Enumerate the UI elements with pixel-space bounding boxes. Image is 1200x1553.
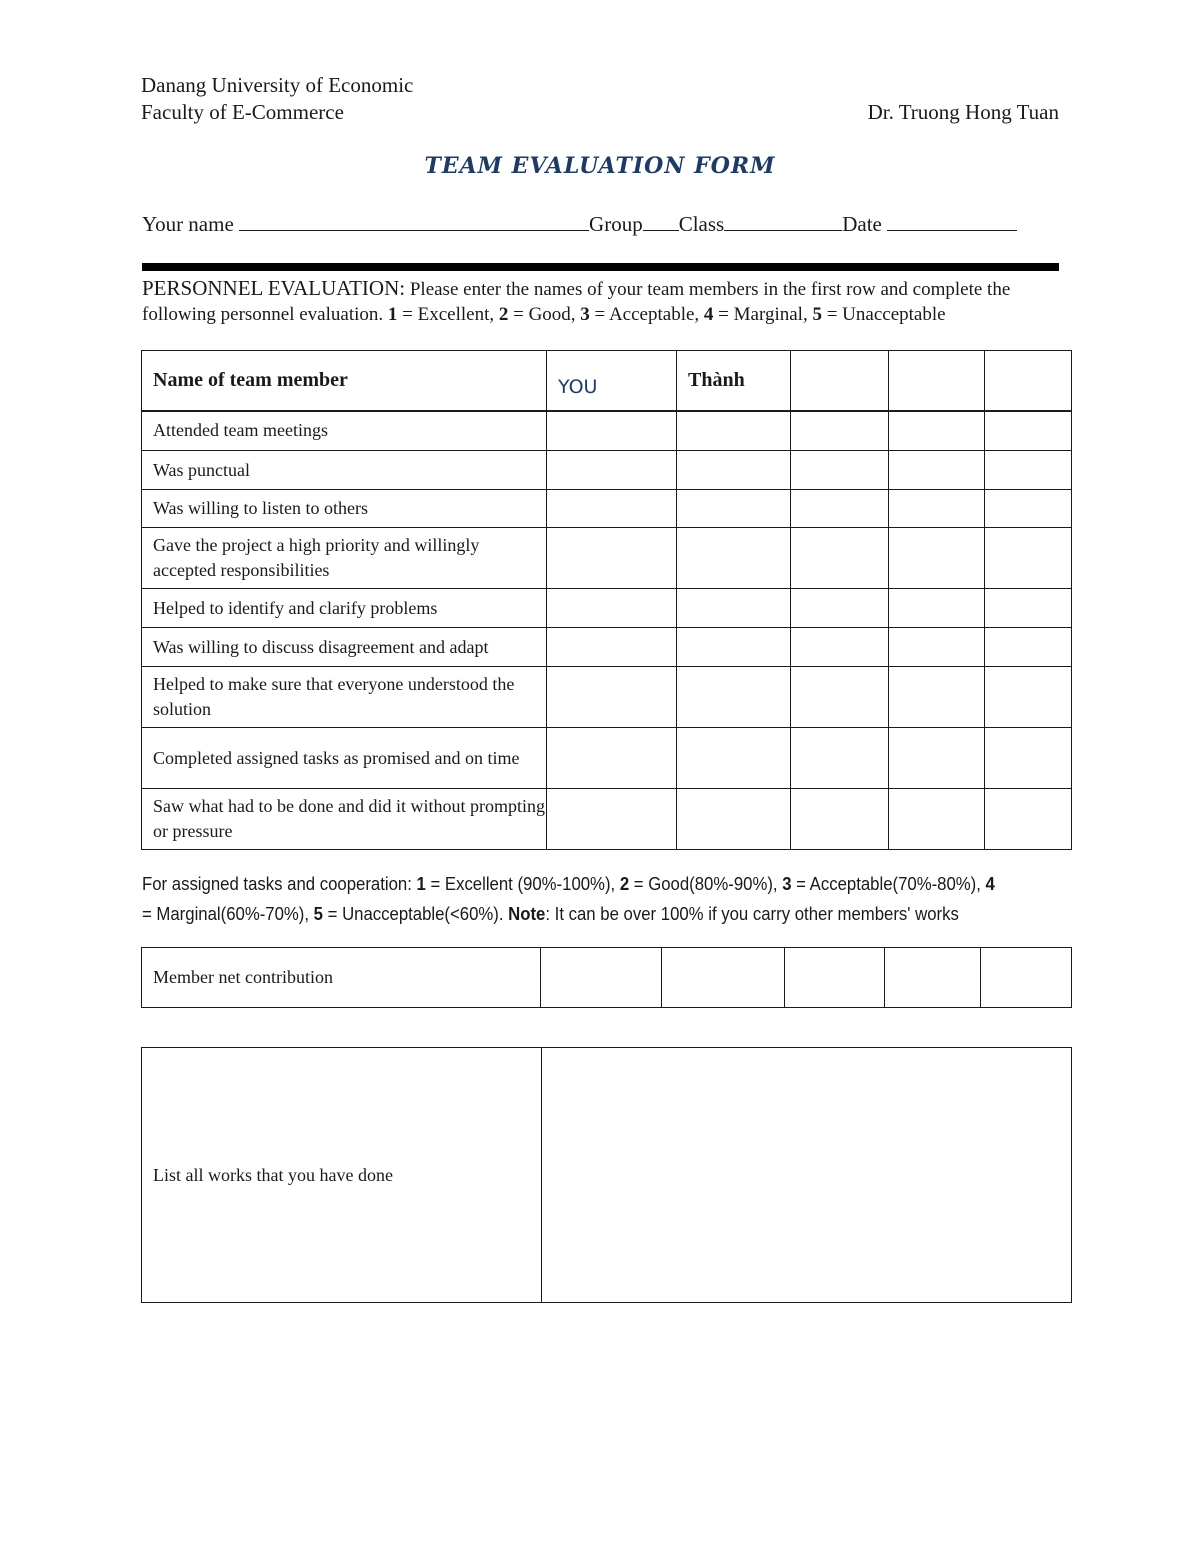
score-cell[interactable] — [791, 628, 889, 667]
score-cell[interactable] — [889, 528, 985, 589]
table-row — [142, 528, 1072, 589]
instructor-name: Dr. Truong Hong Tuan — [867, 100, 1059, 124]
criterion-label: Was punctual — [142, 451, 547, 490]
score-cell[interactable] — [547, 411, 677, 451]
table-header-row — [142, 351, 1072, 411]
criterion-label: Helped to make sure that everyone understood the solution — [142, 667, 547, 728]
info-line — [142, 210, 1017, 237]
table-row — [142, 589, 1072, 628]
score-cell[interactable] — [547, 667, 677, 728]
personnel-heading: PERSONNEL EVALUATION: — [142, 276, 406, 300]
score-cell[interactable] — [985, 528, 1072, 589]
score-cell[interactable] — [677, 667, 791, 728]
your-name-label: Your name — [142, 212, 234, 236]
member-name-cell[interactable]: YOU — [547, 351, 677, 411]
form-title: TEAM EVALUATION FORM — [424, 153, 776, 179]
contribution-label: Member net contribution — [142, 948, 541, 1008]
score-cell[interactable] — [547, 789, 677, 850]
score-cell[interactable] — [791, 589, 889, 628]
score-cell[interactable] — [889, 628, 985, 667]
member-name-cell[interactable] — [985, 351, 1072, 411]
score-cell[interactable] — [677, 411, 791, 451]
score-cell[interactable] — [791, 667, 889, 728]
score-cell[interactable] — [547, 528, 677, 589]
contribution-cell[interactable] — [785, 948, 885, 1008]
personnel-instructions: PERSONNEL EVALUATION: Please enter the names of your team members in the first row and complete the following personnel evaluation. 1 = Excellent, 2 = Good, 3 = Acceptable, 4 = Marginal, 5 = Unacceptable — [142, 276, 1011, 325]
score-cell[interactable] — [547, 589, 677, 628]
score-cell[interactable] — [889, 589, 985, 628]
member-name-cell[interactable] — [791, 351, 889, 411]
class-label: Class — [678, 212, 725, 236]
score-cell[interactable] — [889, 451, 985, 490]
contribution-scale-instructions: For assigned tasks and cooperation: 1 = Excellent (90%-100%), 2 = Good(80%-90%), 3 = Acceptable(70%-80%), 4 = Marginal(60%-70%), 5 = Unacceptable(<60%). Note: It can be over 100% if you carry other members' works — [142, 874, 995, 924]
table-row — [142, 451, 1072, 490]
contribution-cell[interactable] — [885, 948, 981, 1008]
score-cell[interactable] — [547, 628, 677, 667]
table-row — [142, 1048, 1072, 1303]
score-cell[interactable] — [791, 490, 889, 528]
criterion-label: Helped to identify and clarify problems — [142, 589, 547, 628]
table-row — [142, 728, 1072, 789]
contribution-cell[interactable] — [981, 948, 1072, 1008]
criterion-label: Was willing to discuss disagreement and adapt — [142, 628, 547, 667]
score-cell[interactable] — [547, 490, 677, 528]
score-cell[interactable] — [547, 728, 677, 789]
criterion-label: Gave the project a high priority and willingly accepted responsibilities — [142, 528, 547, 589]
score-cell[interactable] — [985, 628, 1072, 667]
contribution-cell[interactable] — [541, 948, 662, 1008]
date-field[interactable] — [887, 210, 1017, 231]
table-row — [142, 490, 1072, 528]
score-cell[interactable] — [985, 789, 1072, 850]
score-cell[interactable] — [791, 728, 889, 789]
score-cell[interactable] — [677, 451, 791, 490]
score-cell[interactable] — [791, 451, 889, 490]
works-input-area[interactable] — [542, 1048, 1072, 1303]
works-label: List all works that you have done — [142, 1048, 542, 1303]
score-cell[interactable] — [677, 528, 791, 589]
criterion-label: Was willing to listen to others — [142, 490, 547, 528]
score-cell[interactable] — [889, 728, 985, 789]
university-name: Danang University of Economic — [141, 73, 414, 97]
member-name-cell[interactable]: Thành — [677, 351, 791, 411]
table-row — [142, 789, 1072, 850]
score-cell[interactable] — [677, 490, 791, 528]
score-cell[interactable] — [677, 589, 791, 628]
faculty-name: Faculty of E-Commerce — [141, 100, 344, 124]
score-cell[interactable] — [889, 789, 985, 850]
criterion-label: Saw what had to be done and did it without prompting or pressure — [142, 789, 547, 850]
works-table — [141, 1047, 1072, 1303]
personnel-evaluation-table — [141, 350, 1072, 850]
score-cell[interactable] — [791, 789, 889, 850]
member-header-label: Name of team member — [142, 351, 547, 411]
table-row — [142, 667, 1072, 728]
score-cell[interactable] — [985, 451, 1072, 490]
contribution-cell[interactable] — [662, 948, 785, 1008]
score-cell[interactable] — [791, 528, 889, 589]
contribution-table — [141, 947, 1072, 1008]
score-cell[interactable] — [985, 589, 1072, 628]
class-field[interactable] — [724, 210, 842, 231]
score-cell[interactable] — [547, 451, 677, 490]
member-name-cell[interactable] — [889, 351, 985, 411]
criterion-label: Attended team meetings — [142, 411, 547, 451]
score-cell[interactable] — [677, 728, 791, 789]
score-cell[interactable] — [889, 411, 985, 451]
section-divider — [142, 263, 1059, 271]
group-label: Group — [589, 212, 643, 236]
score-cell[interactable] — [791, 411, 889, 451]
score-cell[interactable] — [889, 490, 985, 528]
table-row — [142, 948, 1072, 1008]
score-cell[interactable] — [985, 728, 1072, 789]
table-row — [142, 628, 1072, 667]
score-cell[interactable] — [985, 667, 1072, 728]
score-cell[interactable] — [985, 411, 1072, 451]
note-label: Note — [508, 904, 546, 924]
score-cell[interactable] — [985, 490, 1072, 528]
date-label: Date — [842, 212, 882, 236]
score-cell[interactable] — [677, 628, 791, 667]
score-cell[interactable] — [889, 667, 985, 728]
your-name-field[interactable] — [239, 210, 589, 231]
table-row — [142, 411, 1072, 451]
group-field[interactable] — [643, 210, 679, 231]
criterion-label: Completed assigned tasks as promised and on time — [142, 728, 547, 789]
score-cell[interactable] — [677, 789, 791, 850]
